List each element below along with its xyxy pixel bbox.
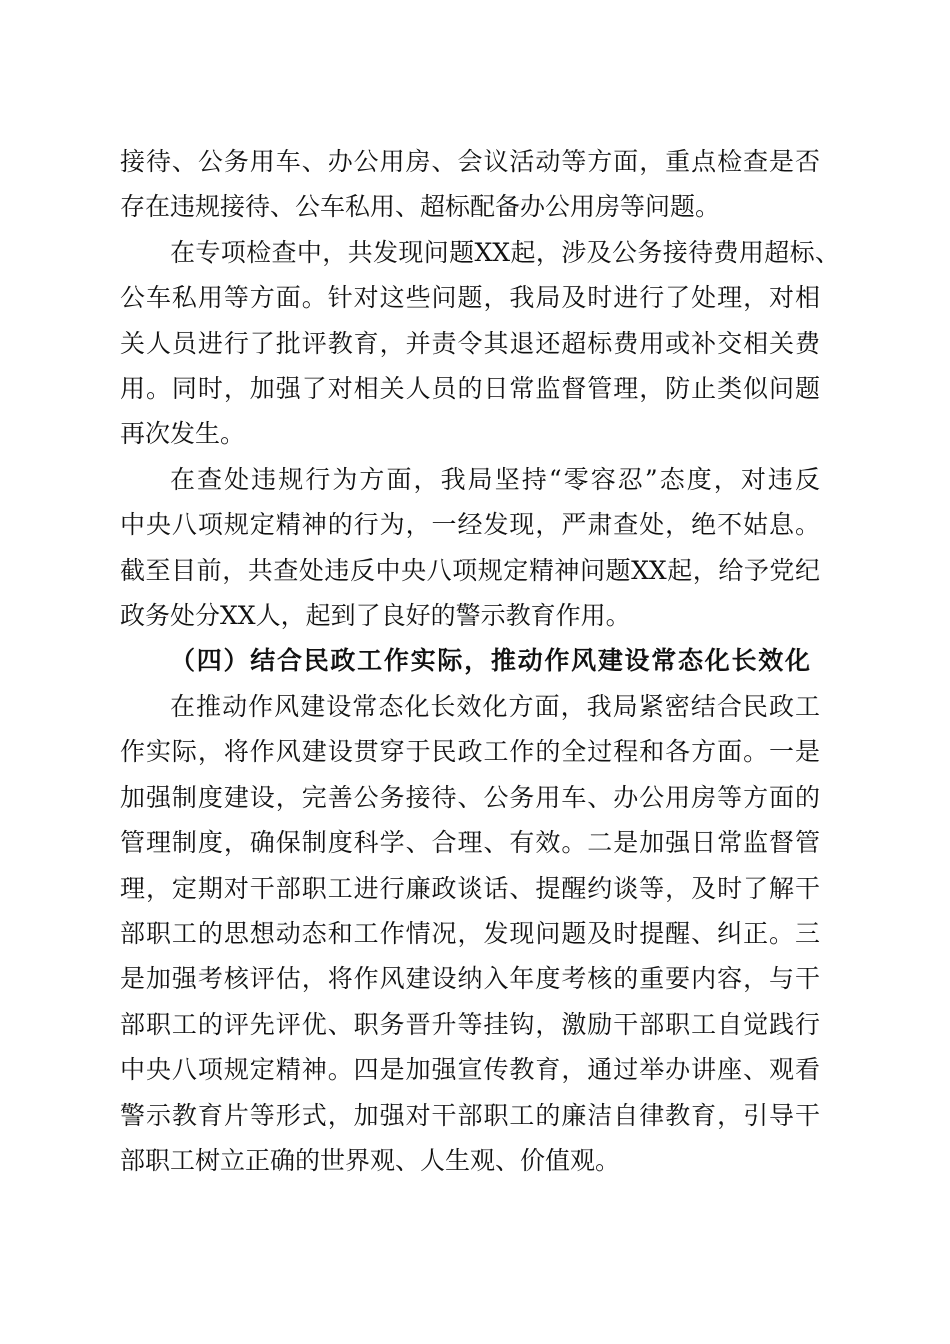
- text-line: 作实际，将作风建设贯穿于民政工作的全过程和各方面。一是: [120, 737, 820, 766]
- text-line: 在专项检查中，共发现问题XX起，涉及公务接待费用超标、: [170, 238, 840, 267]
- text-line: 政务处分XX人，起到了良好的警示教育作用。: [120, 601, 631, 630]
- text-line: 接待、公务用车、办公用房、会议活动等方面，重点检查是否: [120, 147, 820, 176]
- text-line: 截至目前，共查处违反中央八项规定精神问题XX起，给予党纪: [120, 556, 820, 585]
- section-heading: （四）结合民政工作实际，推动作风建设常态化长效化: [170, 646, 810, 675]
- text-line: 部职工的思想动态和工作情况，发现问题及时提醒、纠正。三: [120, 919, 820, 948]
- text-line: 公车私用等方面。针对这些问题，我局及时进行了处理，对相: [120, 283, 820, 312]
- text-line: 部职工的评先评优、职务晋升等挂钩，激励干部职工自觉践行: [120, 1010, 820, 1039]
- text-line: 中央八项规定精神。四是加强宣传教育，通过举办讲座、观看: [120, 1055, 820, 1084]
- text-line: 再次发生。: [120, 419, 246, 448]
- text-line: 是加强考核评估，将作风建设纳入年度考核的重要内容，与干: [120, 964, 820, 993]
- text-line: 关人员进行了批评教育，并责令其退还超标费用或补交相关费: [120, 329, 820, 358]
- text-line: 部职工树立正确的世界观、人生观、价值观。: [120, 1146, 621, 1175]
- text-line: 加强制度建设，完善公务接待、公务用车、办公用房等方面的: [120, 783, 820, 812]
- text-line: 管理制度，确保制度科学、合理、有效。二是加强日常监督管: [120, 828, 820, 857]
- text-line: 理，定期对干部职工进行廉政谈话、提醒约谈等，及时了解干: [120, 874, 820, 903]
- text-line: 用。同时，加强了对相关人员的日常监督管理，防止类似问题: [120, 374, 820, 403]
- text-line: 存在违规接待、公车私用、超标配备办公用房等问题。: [120, 192, 721, 221]
- text-line: 在推动作风建设常态化长效化方面，我局紧密结合民政工: [170, 692, 820, 721]
- text-line: 在查处违规行为方面，我局坚持“零容忍”态度，对违反: [170, 465, 820, 494]
- text-line: 警示教育片等形式，加强对干部职工的廉洁自律教育，引导干: [120, 1101, 820, 1130]
- text-line: 中央八项规定精神的行为，一经发现，严肃查处，绝不姑息。: [120, 510, 820, 539]
